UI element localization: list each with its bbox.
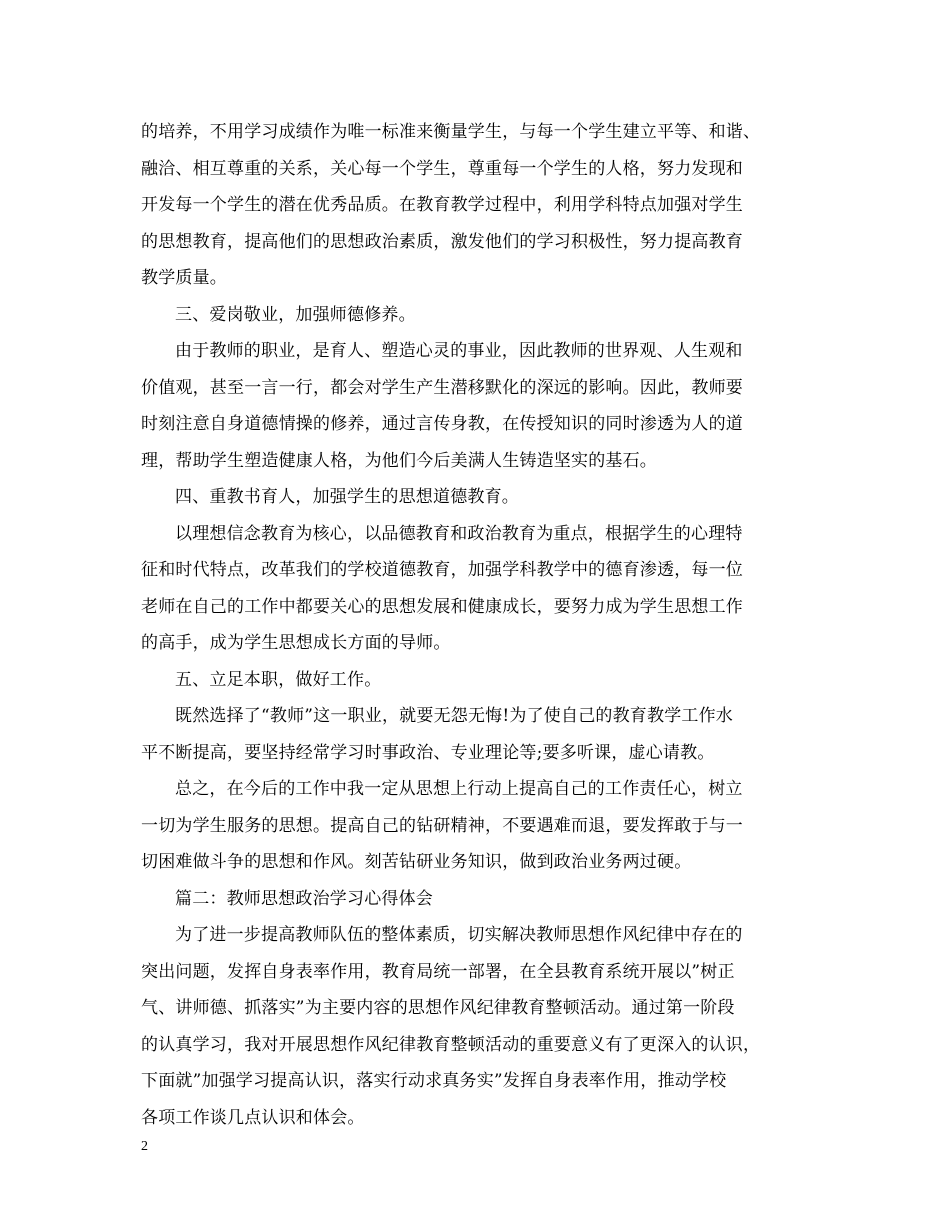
text-line: 气、讲师德、抓落实”为主要内容的思想作风纪律教育整顿活动。通过第一阶段 [141, 998, 735, 1018]
text-line: 开发每一个学生的潜在优秀品质。在教育教学过程中，利用学科特点加强对学生 [141, 195, 743, 215]
text-line: 征和时代特点，改革我们的学校道德教育，加强学科教学中的德育渗透，每一位 [141, 560, 743, 580]
page-number: 2 [141, 1139, 148, 1154]
text-line: 的思想教育，提高他们的思想政治素质，激发他们的学习积极性，努力提高教育 [141, 231, 743, 252]
text-line: 切困难做斗争的思想和作风。刻苦钻研业务知识，做到政治业务两过硬。 [141, 852, 692, 872]
text-line: 三、爱岗敬业，加强师德修养。 [175, 304, 416, 325]
text-line: 为了进一步提高教师队伍的整体素质，切实解决教师思想作风纪律中存在的 [175, 925, 743, 945]
text-line: 总之，在今后的工作中我一定从思想上行动上提高自己的工作责任心，树立 [175, 779, 743, 799]
text-line: 时刻注意自身道德情操的修养，通过言传身教，在传授知识的同时渗透为人的道 [141, 414, 743, 434]
text-line: 的认真学习，我对开展思想作风纪律教育整顿活动的重要意义有了更深入的认识， [141, 1034, 761, 1055]
body-text [141, 114, 821, 1136]
text-line: 融洽、相互尊重的关系，关心每一个学生，尊重每一个学生的人格，努力发现和 [141, 158, 743, 179]
text-line: 下面就”加强学习提高认识，落实行动求真务实”发挥自身表率作用，推动学校 [141, 1071, 727, 1091]
text-line: 各项工作谈几点认识和体会。 [141, 1107, 365, 1128]
text-line: 四、重教书育人，加强学生的思想道德教育。 [175, 487, 519, 507]
text-line: 一切为学生服务的思想。提高自己的钻研精神，不要遇难而退，要发挥敢于与一 [141, 815, 743, 836]
text-line: 的高手，成为学生思想成长方面的导师。 [141, 633, 451, 653]
text-line: 突出问题，发挥自身表率作用，教育局统一部署，在全县教育系统开展以”树正 [141, 961, 735, 982]
text-line: 平不断提高，要坚持经常学习时事政治、专业理论等;要多听课，虚心请教。 [141, 742, 715, 763]
text-line: 以理想信念教育为核心，以品德教育和政治教育为重点，根据学生的心理特 [175, 523, 743, 544]
text-line: 理，帮助学生塑造健康人格，为他们今后美满人生铸造坚实的基石。 [141, 450, 657, 471]
text-line: 教学质量。 [141, 268, 227, 288]
text-line: 的培养，不用学习成绩作为唯一标准来衡量学生，与每一个学生建立平等、和谐、 [141, 122, 761, 142]
text-line: 价值观，甚至一言一行，都会对学生产生潜移默化的深远的影响。因此，教师要 [141, 377, 743, 398]
text-line: 既然选择了“教师”这一职业，就要无怨无悔!为了使自己的教育教学工作水 [175, 706, 734, 726]
text-line: 篇二：教师思想政治学习心得体会 [175, 888, 433, 909]
text-line: 由于教师的职业，是育人、塑造心灵的事业，因此教师的世界观、人生观和 [175, 341, 743, 361]
text-line: 五、立足本职，做好工作。 [175, 669, 382, 690]
text-line: 老师在自己的工作中都要关心的思想发展和健康成长，要努力成为学生思想工作 [141, 596, 743, 617]
